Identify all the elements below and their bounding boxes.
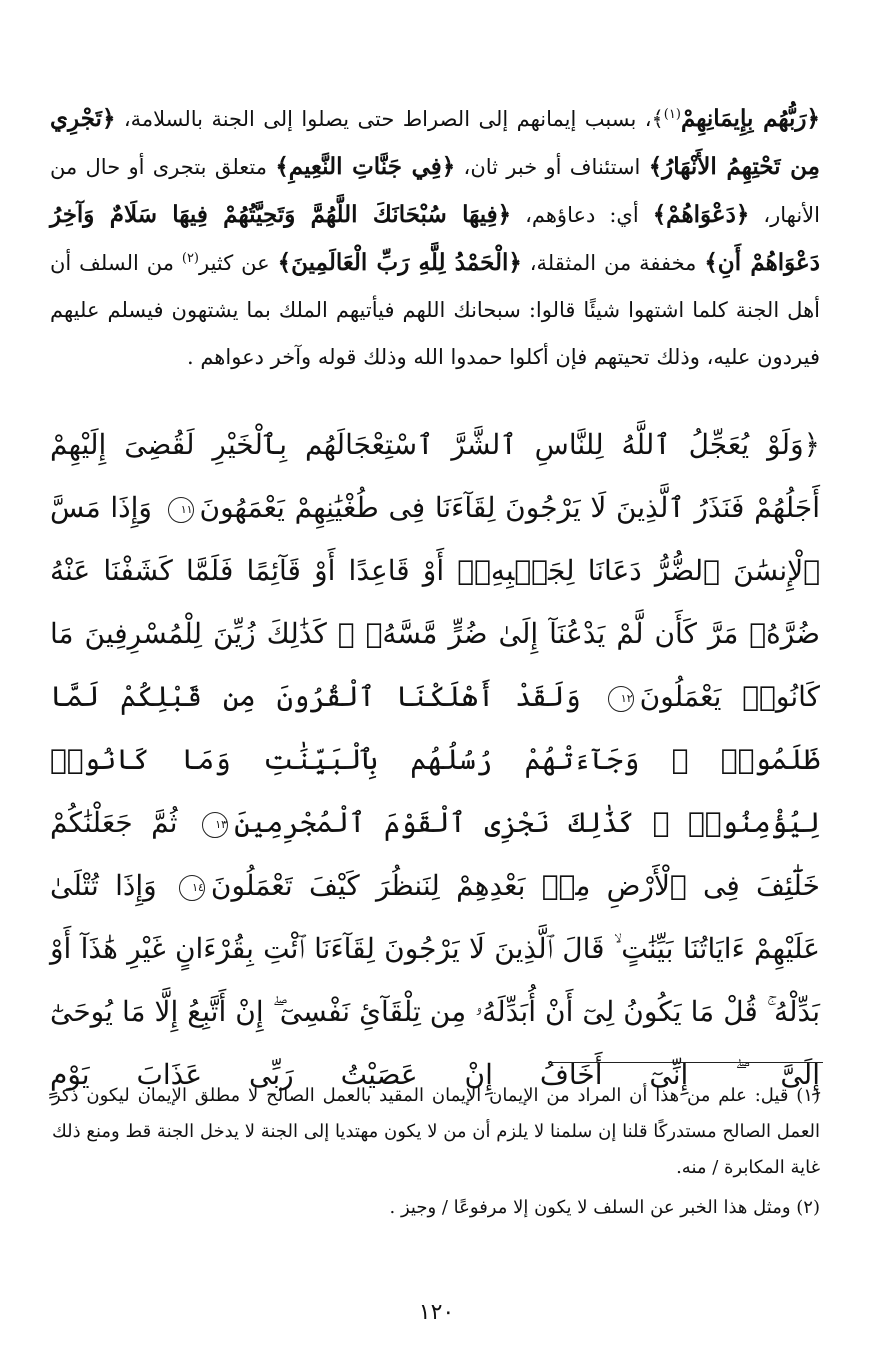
ayah-marker-13: ١٣ bbox=[202, 812, 228, 838]
footnote-divider bbox=[548, 1062, 823, 1063]
footnote-1: (١) قيل: علم من هذا أن المراد من الإيمان الإيمان المقيد بالعمل الصالح لا مطلق الإيمان ليكون ذكر العمل الصالح مستدركًا قلنا إن سلمنا لا يلزم أن من لا يكون مهتديا إلى الجنة لا يدخل الجنة قط ومنع ذلك غاية المكابرة / منه. bbox=[52, 1085, 820, 1178]
verse-11: ﴿وَلَوْ يُعَجِّلُ ٱللَّهُ لِلنَّاسِ ٱلشَّرَّ ٱسْتِعْجَالَهُم بِٱلْخَيْرِ لَقُضِىَ إِلَيْهِمْ أَجَلُهُمْ فَنَذَرُ ٱلَّذِينَ لَا يَرْجُونَ لِقَآءَنَا فِى طُغْيَٰنِهِمْ يَعْمَهُونَ bbox=[50, 428, 820, 524]
commentary-text: عن كثير bbox=[199, 251, 278, 275]
ayah-marker-11: ١١ bbox=[168, 497, 194, 523]
footnote-2: (٢) ومثل هذا الخبر عن السلف لا يكون إلا مرفوعًا / وجيز . bbox=[389, 1197, 820, 1218]
ayah-marker-14: ١٤ bbox=[179, 875, 205, 901]
footnote-ref-1[interactable]: (١) bbox=[663, 107, 681, 122]
commentary-text: متعلق بتجرى أو حال من الأنهار، bbox=[50, 155, 820, 227]
commentary-text: من السلف أن أهل الجنة كلما اشتهوا شيئًا قالوا: سبحانك اللهم فيأتيهم الملك بما يشتهون فيسلم عليهم فيردون عليه، وذلك تحيتهم فإن أكلوا حمدوا الله وذلك قوله وآخر دعواهم . bbox=[50, 251, 820, 369]
quran-quote: ﴿دَعْوَاهُمْ﴾ bbox=[652, 201, 750, 228]
footnotes bbox=[52, 1078, 820, 1230]
quran-quote: ﴿فِيهَا سُبْحَانَكَ اللَّهُمَّ وَتَحِيَّتُهُمْ فِيهَا سَلَامٌ وَآخِرُ دَعْوَاهُمْ أَنِ﴾ bbox=[50, 201, 820, 276]
verse-12: وَإِذَا مَسَّ ٱلْإِنسَٰنَ ٱلضُّرُّ دَعَانَا لِجَنۢبِهِۦٓ أَوْ قَاعِدًا أَوْ قَآئِمًا فَلَمَّا كَشَفْنَا عَنْهُ ضُرَّهُۥ مَرَّ كَأَن لَّمْ يَدْعُنَآ إِلَىٰ ضُرٍّ مَّسَّهُۥ ۚ كَذَٰلِكَ زُيِّنَ لِلْمُسْرِفِينَ مَا كَانُوا۟ يَعْمَلُونَ bbox=[50, 491, 820, 713]
quran-quote: ﴿رَبُّهُم بِإِيمَانِهِمْ bbox=[680, 105, 821, 132]
verse-14: ثُمَّ جَعَلْنَٰكُمْ خَلَٰٓئِفَ فِى ٱلْأَرْضِ مِنۢ بَعْدِهِمْ لِنَنظُرَ كَيْفَ تَعْمَلُونَ bbox=[50, 806, 820, 902]
quran-verses bbox=[50, 413, 820, 1106]
footnote-ref-2[interactable]: (٢) bbox=[181, 251, 199, 266]
commentary-text: استئناف أو خبر ثان، bbox=[455, 155, 649, 179]
ayah-marker-12: ١٢ bbox=[608, 686, 634, 712]
quran-quote: ﴿فِي جَنَّاتِ النَّعِيمِ﴾ bbox=[275, 153, 456, 180]
tafsir-commentary bbox=[50, 95, 820, 381]
commentary-text: أي: دعاؤهم، bbox=[511, 203, 653, 227]
quran-quote: ﴿تَجْرِي مِن تَحْتِهِمُ الأَنْهَارُ﴾ bbox=[50, 105, 821, 180]
page-number: ١٢٠ bbox=[418, 1300, 455, 1325]
quran-quote: ﴿الْحَمْدُ لِلَّهِ رَبِّ الْعَالَمِينَ﴾ bbox=[277, 249, 522, 276]
verse-13: وَلَقَدْ أَهْلَكْنَا ٱلْقُرُونَ مِن قَبْلِكُمْ لَمَّا ظَلَمُوا۟ ۙ وَجَآءَتْهُمْ رُسُلُهُم بِٱلْبَيِّنَٰتِ وَمَا كَانُوا۟ لِيُؤْمِنُوا۟ ۚ كَذَٰلِكَ نَجْزِى ٱلْقَوْمَ ٱلْمُجْرِمِينَ bbox=[50, 680, 820, 839]
commentary-text: مخففة من المثقلة، bbox=[521, 251, 705, 275]
verse-15: وَإِذَا تُتْلَىٰ عَلَيْهِمْ ءَايَاتُنَا بَيِّنَٰتٍ ۙ قَالَ ٱلَّذِينَ لَا يَرْجُونَ لِقَآءَنَا ٱئْتِ بِقُرْءَانٍ غَيْرِ هَٰذَآ أَوْ بَدِّلْهُ ۚ قُلْ مَا يَكُونُ لِىٓ أَنْ أُبَدِّلَهُۥ مِن تِلْقَآئِ نَفْسِىٓ ۖ إِنْ أَتَّبِعُ إِلَّا مَا يُوحَىٰٓ إِلَىَّ ۖ إِنِّىٓ أَخَافُ إِنْ عَصَيْتُ رَبِّى عَذَابَ يَوْمٍ bbox=[50, 869, 820, 1091]
commentary-text: ﴾، بسبب إيمانهم إلى الصراط حتى يصلوا إلى الجنة بالسلامة، bbox=[115, 107, 664, 131]
page-body bbox=[50, 95, 820, 1106]
